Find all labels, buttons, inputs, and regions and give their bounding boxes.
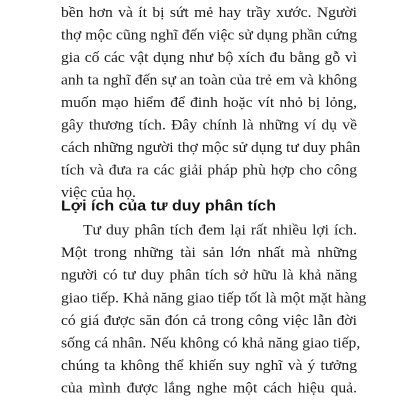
body-text-line: gây thương tích. Đây chính là những ví dụ về	[61, 117, 357, 134]
body-text-line: Tư duy phân tích đem lại rất nhiều lợi ích.	[83, 222, 357, 239]
body-text-line: người có tư duy phân tích sở hữu là khả năng	[61, 267, 357, 284]
body-text-line: tích và đưa ra các giải pháp phù hợp cho công	[61, 162, 357, 179]
body-text-line: muốn mạo hiểm để đinh hoặc vít nhỏ bị lỏng,	[61, 94, 357, 111]
body-text-line: cách những người thợ mộc sử dụng tư duy phân	[61, 139, 361, 156]
body-text-line: thợ mộc cũng nghĩ đến việc sử dụng phần cứng	[61, 27, 357, 44]
body-text-line: gia cố các vật dụng như bộ xích đu bằng gỗ vì	[61, 49, 357, 66]
body-text-line: giao tiếp. Khả năng giao tiếp tốt là một mặt hàng	[61, 290, 367, 307]
section-heading: Lợi ích của tư duy phân tích	[61, 198, 276, 215]
body-text-line: của mình được lắng nghe một cách hiệu quả.	[61, 380, 357, 397]
body-text-line: sống cá nhân. Nếu không có khả năng giao tiếp,	[61, 335, 361, 352]
body-text-line: việc của họ.	[61, 184, 136, 201]
body-text-line: có giá được săn đón cả trong công việc lẫn đời	[61, 312, 357, 329]
body-text-line: bền hơn và ít bị sứt mẻ hay trầy xước. Người	[61, 4, 357, 21]
body-text-line: chúng ta không thể khiến suy nghĩ và ý tưởng	[61, 357, 357, 374]
body-text-line: anh ta nghĩ đến sự an toàn của trẻ em và không	[61, 72, 357, 89]
body-text-line: Một trong những tài sản lớn nhất mà những	[61, 245, 357, 261]
